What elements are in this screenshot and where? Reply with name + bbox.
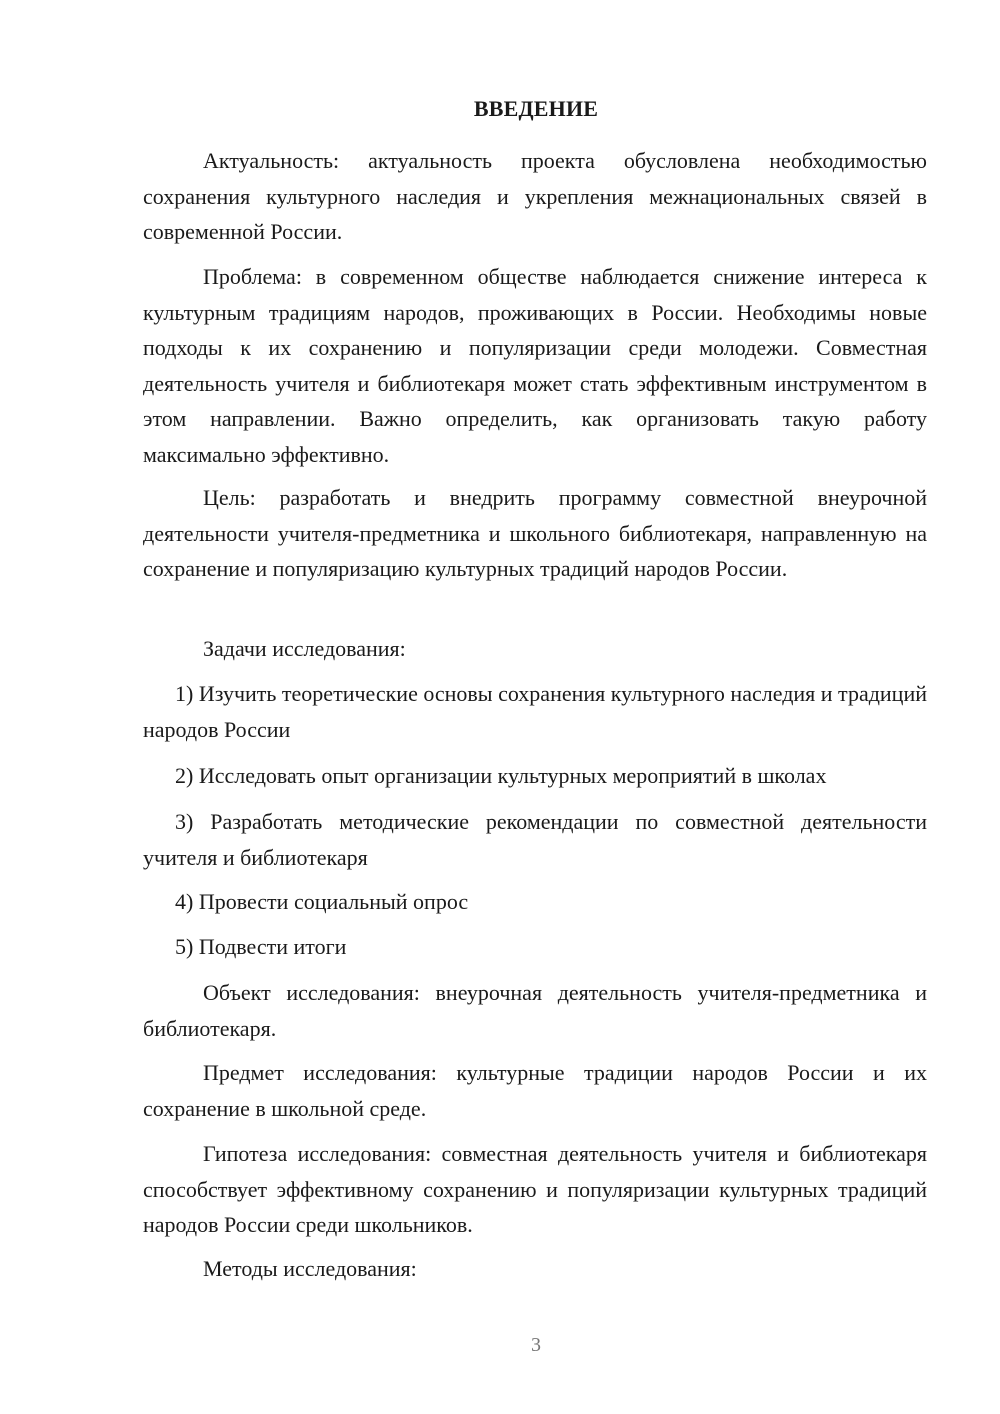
task-item-5: 5) Подвести итоги	[175, 934, 347, 959]
paragraph-methods: Методы исследования:	[203, 1256, 417, 1281]
page-title: ВВЕДЕНИЕ	[473, 96, 599, 121]
paragraph-goal: Цель: разработать и внедрить программу совместной внеурочной деятельности учителя-предметника и школьного библиотекаря, направленную на сохранение и популяризацию культурных традиций народов России.	[143, 485, 927, 581]
paragraph-hypothesis: Гипотеза исследования: совместная деятельность учителя и библиотекаря способствует эффективному сохранению и популяризации культурных традиций народов России среди школьников.	[143, 1141, 927, 1237]
paragraph-relevance: Актуальность: актуальность проекта обусловлена необходимостью сохранения культурного наследия и укрепления межнациональных связей в современной России.	[143, 148, 927, 244]
paragraph-problem: Проблема: в современном обществе наблюдается снижение интереса к культурным традициям народов, проживающих в России. Необходимы новые подходы к их сохранению и популяризации среди молодежи. Совместная деятельность учителя и библиотекаря может стать эффективным инструментом в этом направлении. Важно определить, как организовать такую работу максимально эффективно.	[143, 264, 927, 467]
paragraph-subject: Предмет исследования: культурные традиции народов России и их сохранение в школьной среде.	[143, 1060, 927, 1121]
paragraph-tasks-heading: Задачи исследования:	[203, 636, 406, 661]
task-item-1: 1) Изучить теоретические основы сохранения культурного наследия и традиций народов России	[143, 681, 927, 742]
task-item-3: 3) Разработать методические рекомендации по совместной деятельности учителя и библиотекаря	[143, 809, 927, 870]
task-item-4: 4) Провести социальный опрос	[175, 889, 469, 914]
paragraph-object: Объект исследования: внеурочная деятельность учителя-предметника и библиотекаря.	[143, 980, 927, 1041]
page-number: 3	[531, 1334, 541, 1356]
task-item-2: 2) Исследовать опыт организации культурных мероприятий в школах	[175, 763, 827, 788]
